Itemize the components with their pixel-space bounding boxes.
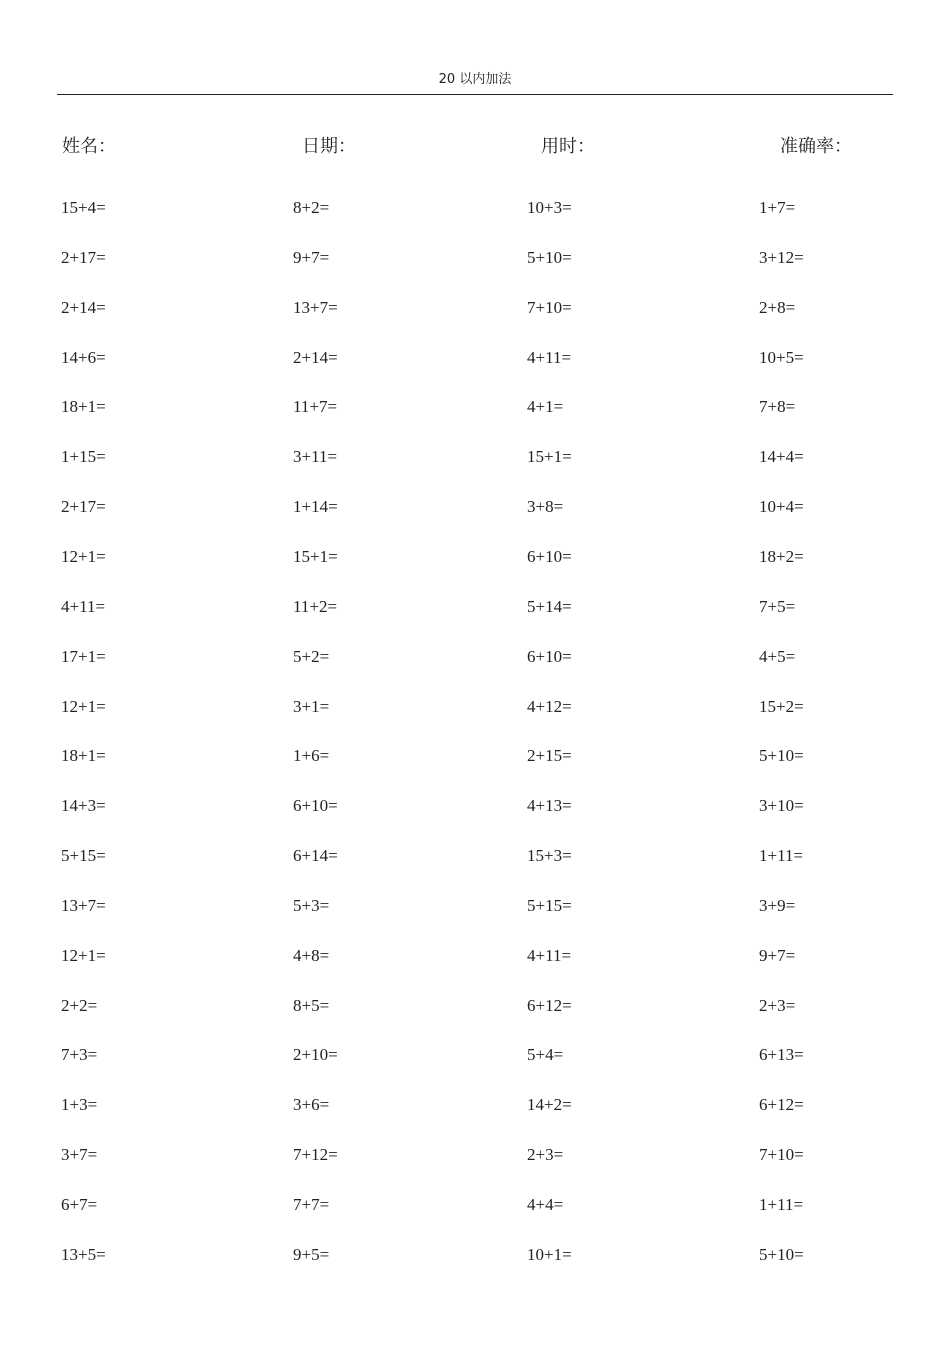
student-info-row <box>0 134 950 160</box>
problem-item: 2+17= <box>61 248 106 267</box>
problem-item: 4+8= <box>293 946 330 965</box>
page-header <box>57 70 893 95</box>
problem-item: 14+3= <box>61 796 106 815</box>
problem-item: 15+1= <box>527 447 572 466</box>
problem-item: 14+4= <box>759 447 804 466</box>
problem-item: 17+1= <box>61 647 106 666</box>
problem-item: 13+7= <box>61 896 106 915</box>
problem-item: 7+12= <box>293 1145 338 1164</box>
problem-item: 1+15= <box>61 447 106 466</box>
problem-item: 14+6= <box>61 348 106 367</box>
problem-item: 7+8= <box>759 397 796 416</box>
problem-item: 7+5= <box>759 597 796 616</box>
problem-item: 2+14= <box>61 298 106 317</box>
problem-item: 7+3= <box>61 1045 98 1064</box>
problem-item: 2+10= <box>293 1045 338 1064</box>
problem-item: 5+10= <box>759 746 804 765</box>
problem-item: 2+2= <box>61 996 98 1015</box>
problem-item: 2+17= <box>61 497 106 516</box>
problem-item: 6+7= <box>61 1195 98 1214</box>
problem-item: 15+3= <box>527 846 572 865</box>
problem-item: 5+2= <box>293 647 330 666</box>
problem-item: 15+2= <box>759 697 804 716</box>
problem-item: 4+11= <box>527 348 572 367</box>
problem-item: 2+8= <box>759 298 796 317</box>
problem-item: 12+1= <box>61 946 106 965</box>
problem-item: 1+6= <box>293 746 330 765</box>
problem-item: 2+3= <box>759 996 796 1015</box>
problem-item: 3+1= <box>293 697 330 716</box>
problem-item: 4+5= <box>759 647 796 666</box>
problem-item: 6+12= <box>759 1095 804 1114</box>
problem-item: 13+7= <box>293 298 338 317</box>
problem-item: 5+3= <box>293 896 330 915</box>
problem-item: 18+1= <box>61 746 106 765</box>
page-title: 20 以内加法 <box>438 72 512 87</box>
problem-item: 9+7= <box>293 248 330 267</box>
problem-item: 15+4= <box>61 198 106 217</box>
problem-item: 7+10= <box>527 298 572 317</box>
problem-item: 4+4= <box>527 1195 564 1214</box>
problem-item: 5+4= <box>527 1045 564 1064</box>
problem-item: 3+11= <box>293 447 338 466</box>
problem-item: 12+1= <box>61 547 106 566</box>
problem-item: 10+5= <box>759 348 804 367</box>
problem-item: 13+5= <box>61 1245 106 1264</box>
problem-item: 4+13= <box>527 796 572 815</box>
problem-item: 3+9= <box>759 896 796 915</box>
problem-item: 11+7= <box>293 397 338 416</box>
problem-item: 1+11= <box>759 846 804 865</box>
problem-item: 6+10= <box>527 547 572 566</box>
problem-item: 14+2= <box>527 1095 572 1114</box>
problem-item: 3+12= <box>759 248 804 267</box>
problem-item: 18+2= <box>759 547 804 566</box>
problem-item: 5+15= <box>61 846 106 865</box>
problem-item: 4+1= <box>527 397 564 416</box>
problem-item: 5+15= <box>527 896 572 915</box>
problem-item: 9+5= <box>293 1245 330 1264</box>
problem-item: 2+3= <box>527 1145 564 1164</box>
problem-item: 2+15= <box>527 746 572 765</box>
problem-item: 5+10= <box>759 1245 804 1264</box>
problem-item: 11+2= <box>293 597 338 616</box>
problem-item: 18+1= <box>61 397 106 416</box>
problem-item: 9+7= <box>759 946 796 965</box>
problem-item: 3+10= <box>759 796 804 815</box>
problem-item: 2+14= <box>293 348 338 367</box>
problem-item: 6+14= <box>293 846 338 865</box>
problem-item: 6+10= <box>527 647 572 666</box>
problem-item: 3+7= <box>61 1145 98 1164</box>
problem-item: 10+1= <box>527 1245 572 1264</box>
problem-item: 1+3= <box>61 1095 98 1114</box>
time-field-label: 用时： <box>541 136 595 157</box>
problem-item: 10+4= <box>759 497 804 516</box>
problem-item: 10+3= <box>527 198 572 217</box>
problem-item: 6+10= <box>293 796 338 815</box>
problem-item: 6+13= <box>759 1045 804 1064</box>
problem-item: 4+11= <box>527 946 572 965</box>
problem-item: 1+11= <box>759 1195 804 1214</box>
problem-item: 7+10= <box>759 1145 804 1164</box>
problem-item: 4+12= <box>527 697 572 716</box>
problem-item: 8+2= <box>293 198 330 217</box>
problem-item: 5+10= <box>527 248 572 267</box>
accuracy-field-label: 准确率： <box>780 136 852 157</box>
name-field-label: 姓名： <box>62 136 116 157</box>
problem-item: 7+7= <box>293 1195 330 1214</box>
problem-item: 3+6= <box>293 1095 330 1114</box>
problem-item: 12+1= <box>61 697 106 716</box>
problem-item: 15+1= <box>293 547 338 566</box>
problem-item: 4+11= <box>61 597 106 616</box>
problem-item: 1+7= <box>759 198 796 217</box>
problem-item: 1+14= <box>293 497 338 516</box>
date-field-label: 日期： <box>302 136 356 157</box>
problem-item: 5+14= <box>527 597 572 616</box>
problem-item: 6+12= <box>527 996 572 1015</box>
problem-item: 8+5= <box>293 996 330 1015</box>
problem-item: 3+8= <box>527 497 564 516</box>
